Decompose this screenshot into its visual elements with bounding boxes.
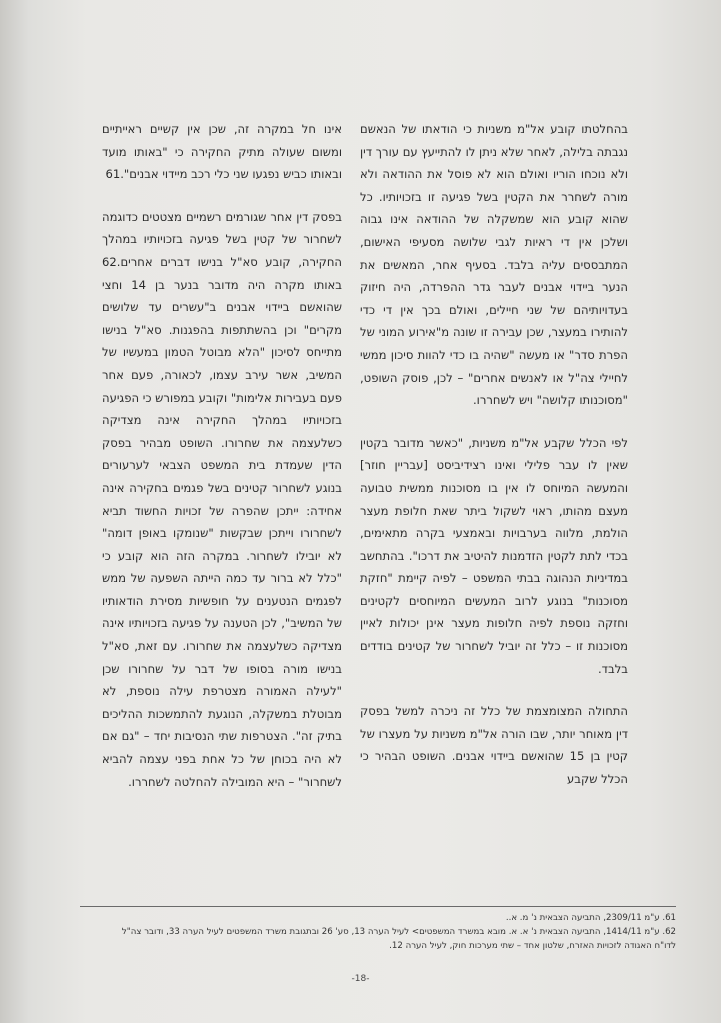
paragraph: בהחלטתו קובע אל"מ משניות כי הודאתו של הנאשם נגבתה בלילה, לאחר שלא ניתן לו להתייעץ עם עורך דין ולא נוכחו הוריו ואולם הוא לא פוסל את ההודאה ולא מורה לשחרר את הקטין בשל פגיעה זו בזכויותיו. כל שהוא קובע הוא שמשקלה של ההודאה אינו גבוה ושלכן אין די ראיות לגבי שלושה מסעיפי האישום, המתבססים עליה בלבד. בסעיף אחר, המאשים את הנער ביידוי אבנים לעבר גדר ההפרדה, היה חיזוק בעדויותיהם של שני חיילים, ואולם בכך אין די כדי להותירו במעצר, שכן עבירה זו שונה מ"אירוע המוני של הפרת סדר" או מעשה "שהיה בו כדי להוות סיכון ממשי לחיילי צה"ל או לאנשים אחרים" – לכן, פוסק השופט, "מסוכנותו קלושה" ויש לשחררו. — [360, 122, 628, 408]
footnotes — [80, 906, 676, 953]
footnote: לדו"ח האגודה לזכויות האזרח, שלטון אחד – שתי מערכות חוק, לעיל הערה 12. — [389, 941, 676, 951]
footnote: 62. ע"מ 1414/11, התביעה הצבאית נ' א. א. מובא במשרד המשפטים> לעיל הערה 13, סע' 26 ובתגובת משרד המשפטים לעיל הערה 33, ודובר צה"ל — [121, 927, 676, 937]
page-number: -18- — [351, 974, 370, 984]
paragraph: בפסק דין אחר שגורמים רשמיים מצטטים כדוגמה לשחרור של קטין בשל פגיעה בזכויותיו במהלך החקירה, קובע סא"ל בנישו דברים אחרים.62 באותו מקרה היה מדובר בנער בן 14 וחצי שהואשם ביידוי אבנים ב"עשרים עד שלושים מקרים" וכן בהשתתפות בהפגנות. סא"ל בנישו מתייחס לסיכון "הלא מבוטל הטמון במעשיו של המשיב, אשר עירב עצמו, לכאורה, פעם אחר פעם בעבירות אלימות" וקובע במפורש כי הפגיעה בזכויותיו במהלך החקירה אינה מצדיקה כשלעצמה את שחרורו. השופט מבהיר בפסק הדין שעמדת בית המשפט הצבאי לערעורים בנוגע לשחרור קטינים בשל פגמים בחקירה אינה אחידה: ייתכן שהפרה של זכויות החשוד תביא לשחרורו וייתכן שבקשות "שנומקו באופן דומה" לא יובילו לשחרור. במקרה הזה הוא קובע כי "כלל לא ברור עד כמה הייתה השפעה של ממש לפגמים הנטענים על חופשיות מסירת הודאותיו של המשיב", לכן הטענה על פגיעה בזכויותיו אינה מצדיקה כשלעצמה את שחרורו. עם זאת, סא"ל בנישו מורה בסופו של דבר על שחרורו שכן "לעילה האמורה מצטרפת עילה נוספת, לא מבוטלת במשקלה, הנוגעת להתמשכות ההליכים בתיק זה". הצטרפות שתי הנסיבות יחד – "גם אם לא היה בכוחן של כל אחת בפני עצמה להביא לשחרור" – היא המובילה להחלטה לשחררו. — [102, 209, 342, 789]
paragraph: התחולה המצומצמת של כלל זה ניכרה למשל בפסק דין מאוחר יותר, שבו הורה אל"מ משניות על מעצרו של קטין בן 15 שהואשם ביידוי אבנים. השופט הבהיר כי הכלל שקבע — [360, 704, 628, 787]
footnote: 61. ע"מ 2309/11, התביעה הצבאית נ' מ. א.. — [505, 913, 676, 923]
paragraph: לפי הכלל שקבע אל"מ משניות, "כאשר מדובר בקטין שאין לו עבר פלילי ואינו רצידיביסט [עבריין חוזר] והמעשה המיוחס לו אין בו מסוכנות ממשית טבועה מעצם מהותו, ראוי לשקול ביתר שאת חלופת מעצר הולמת, מלווה בערבויות ובאמצעי בקרה מתאימים, בכדי לתת לקטין הזדמנות להיטיב את דרכו". בהתחשב במדיניות הנהוגה בבתי המשפט – לפיה קיימת "חזקת מסוכנות" בנוגע לרוב המעשים המיוחסים לקטינים וחזקה נוספת לפיה חלופות מעצר אינן יכולות לאיין מסוכנות זו – כלל זה יוביל לשחרור של קטינים בודדים בלבד. — [360, 435, 628, 676]
text-column-left — [102, 118, 342, 810]
text-column-right — [360, 118, 628, 808]
paragraph: אינו חל במקרה זה, שכן אין קשיים ראייתיים ומשום שעולה מתיק החקירה כי "באותו מועד ובאותו כביש נפגעו שני כלי רכב מיידוי אבנים".61 — [102, 122, 342, 182]
